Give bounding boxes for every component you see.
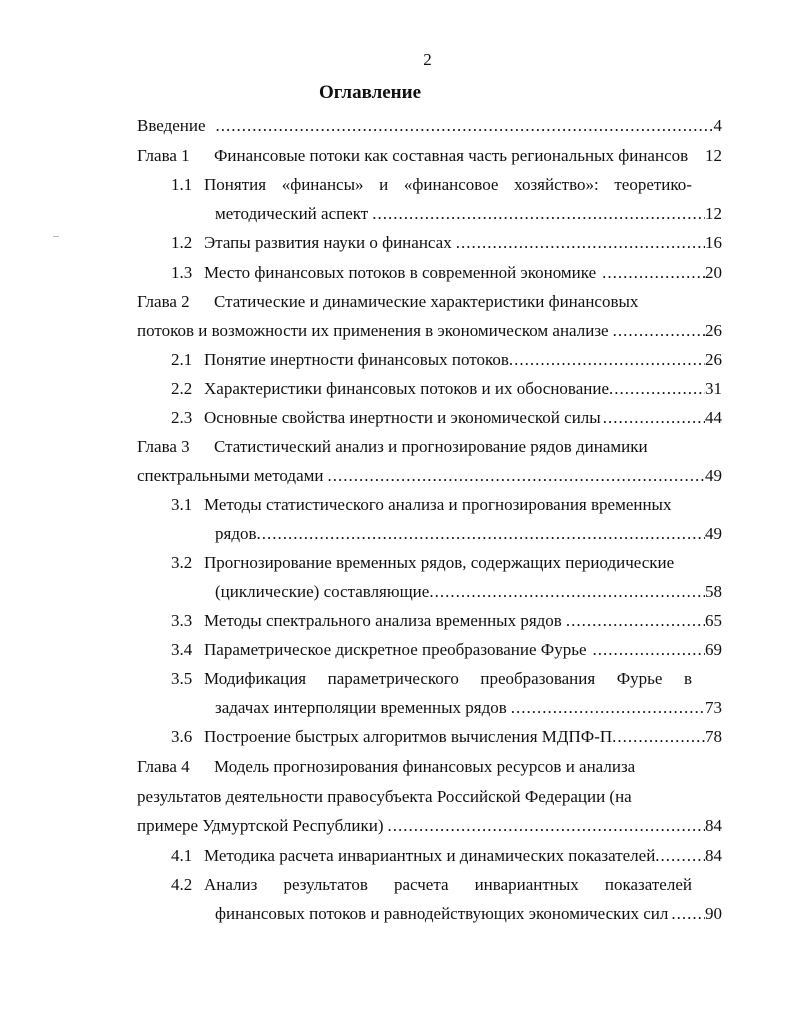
section-number: 3.1 xyxy=(171,495,193,514)
toc-section-3-4[interactable] xyxy=(171,638,722,662)
section-word: расчета xyxy=(393,875,449,894)
toc-section-3-2[interactable] xyxy=(171,551,722,575)
section-number: 1.3 xyxy=(171,263,193,282)
toc-page-number: 26 xyxy=(705,350,722,369)
toc-section-2-3[interactable] xyxy=(171,406,722,430)
page-number: 2 xyxy=(423,50,432,69)
dot-leader xyxy=(613,319,705,343)
toc-section-3-1-cont[interactable] xyxy=(215,522,722,546)
section-word: хозяйство»: xyxy=(514,175,599,194)
section-word: результатов xyxy=(283,875,368,894)
chapter-title: примере Удмуртской Республики) xyxy=(137,816,384,835)
scan-artifact xyxy=(53,236,59,237)
section-number: 4.2 xyxy=(171,875,193,894)
section-number: 2.2 xyxy=(171,379,193,398)
section-number: 3.5 xyxy=(171,669,193,688)
chapter-title: спектральными методами xyxy=(137,466,324,485)
section-word: показателей xyxy=(604,875,692,894)
dot-leader xyxy=(429,580,705,604)
dot-leader xyxy=(509,348,705,372)
toc-entry-intro[interactable] xyxy=(137,114,722,138)
section-title: Методы статистического анализа и прогнозирования временных xyxy=(204,495,672,514)
toc-section-3-5-cont[interactable] xyxy=(215,696,722,720)
toc-entry-label: Введение xyxy=(137,116,206,135)
toc-chapter-2-cont[interactable] xyxy=(137,319,722,343)
toc-page-number: 58 xyxy=(705,582,722,601)
dot-leader xyxy=(372,202,705,226)
toc-page-number: 26 xyxy=(705,321,722,340)
chapter-title: Статические и динамические характеристики финансовых xyxy=(214,292,639,311)
toc-chapter-1[interactable] xyxy=(137,144,722,168)
toc-page-number: 16 xyxy=(705,233,722,252)
dot-leader xyxy=(612,725,705,749)
toc-page-number: 84 xyxy=(705,816,722,835)
toc-section-1-1[interactable] xyxy=(171,173,722,197)
toc-section-4-2-cont[interactable] xyxy=(215,902,722,926)
chapter-title: потоков и возможности их применения в экономическом анализе xyxy=(137,321,609,340)
toc-page-number: 4 xyxy=(713,116,722,135)
toc-section-3-1[interactable] xyxy=(171,493,722,517)
section-title: финансовых потоков и равнодействующих экономических сил xyxy=(215,904,669,923)
toc-page-number: 73 xyxy=(705,698,722,717)
section-word: Анализ xyxy=(204,875,258,894)
section-title: Методика расчета инвариантных и динамических показателей xyxy=(204,846,656,865)
chapter-title: Финансовые потоки как составная часть региональных финансов xyxy=(214,146,689,165)
section-word: теоретико- xyxy=(614,175,692,194)
toc-page-number: 12 xyxy=(705,204,722,223)
section-number: 3.6 xyxy=(171,727,193,746)
toc-section-4-1[interactable] xyxy=(171,844,722,868)
chapter-title: результатов деятельности правосубъекта Российской Федерации (на xyxy=(137,787,632,806)
section-word: Понятия xyxy=(204,175,267,194)
dot-leader xyxy=(257,522,706,546)
section-title: Прогнозирование временных рядов, содержащих периодические xyxy=(204,553,675,572)
section-title: (циклические) составляющие xyxy=(215,582,430,601)
page-title: Оглавление xyxy=(318,82,422,103)
toc-chapter-2[interactable] xyxy=(137,290,722,314)
toc-chapter-3[interactable] xyxy=(137,435,722,459)
dot-leader xyxy=(671,902,705,926)
section-number: 1.2 xyxy=(171,233,193,252)
toc-chapter-4-cont[interactable] xyxy=(137,785,722,809)
toc-section-4-2[interactable] xyxy=(171,873,722,897)
chapter-label: Глава 3 xyxy=(137,437,190,456)
section-title: Этапы развития науки о финансах xyxy=(204,233,452,252)
section-word: преобразования xyxy=(480,669,596,688)
toc-section-3-5[interactable] xyxy=(171,667,722,691)
section-number: 3.4 xyxy=(171,640,193,659)
toc-page-number: 49 xyxy=(705,524,722,543)
toc-page-number: 31 xyxy=(705,379,722,398)
section-number: 2.1 xyxy=(171,350,193,369)
section-number: 3.3 xyxy=(171,611,193,630)
section-title: задачах интерполяции временных рядов xyxy=(215,698,507,717)
chapter-title: Модель прогнозирования финансовых ресурсов и анализа xyxy=(214,757,636,776)
dot-leader xyxy=(511,696,705,720)
toc-page-number: 69 xyxy=(705,640,722,659)
section-number: 3.2 xyxy=(171,553,193,572)
dot-leader xyxy=(609,377,705,401)
toc-chapter-4[interactable] xyxy=(137,755,722,779)
section-word: и xyxy=(379,175,389,194)
toc-section-3-2-cont[interactable] xyxy=(215,580,722,604)
toc-section-1-1-cont[interactable] xyxy=(215,202,722,226)
toc-chapter-4-cont2[interactable] xyxy=(137,814,722,838)
section-word: Модификация xyxy=(204,669,307,688)
chapter-label: Глава 2 xyxy=(137,292,190,311)
dot-leader xyxy=(216,114,714,138)
section-word: «финансы» xyxy=(281,175,364,194)
toc-page-number: 44 xyxy=(705,408,722,427)
section-title: рядов xyxy=(215,524,257,543)
dot-leader xyxy=(602,261,705,285)
dot-leader xyxy=(456,231,705,255)
toc-page-number: 90 xyxy=(705,904,722,923)
section-number: 4.1 xyxy=(171,846,193,865)
dot-leader xyxy=(603,406,705,430)
toc-page-number: 65 xyxy=(705,611,722,630)
section-number: 2.3 xyxy=(171,408,193,427)
toc-section-1-2[interactable] xyxy=(171,231,722,255)
toc-section-2-2[interactable] xyxy=(171,377,722,401)
toc-page-number: 20 xyxy=(705,263,722,282)
dot-leader xyxy=(328,464,706,488)
chapter-label: Глава 4 xyxy=(137,757,190,776)
section-title: Построение быстрых алгоритмов вычисления МДПФ-П xyxy=(204,727,613,746)
section-word: параметрического xyxy=(327,669,459,688)
toc-page-number: 49 xyxy=(705,466,722,485)
toc-section-3-6[interactable] xyxy=(171,725,722,749)
chapter-title: Статистический анализ и прогнозирование рядов динамики xyxy=(214,437,648,456)
toc-page-number: 78 xyxy=(705,727,722,746)
dot-leader xyxy=(388,814,706,838)
section-title: Понятие инертности финансовых потоков xyxy=(204,350,509,369)
toc-section-2-1[interactable] xyxy=(171,348,722,372)
toc-chapter-3-cont[interactable] xyxy=(137,464,722,488)
section-title: Методы спектрального анализа временных рядов xyxy=(204,611,562,630)
section-title: Основные свойства инертности и экономической силы xyxy=(204,408,601,427)
section-word: «финансовое xyxy=(403,175,499,194)
toc-page-number: 84 xyxy=(705,846,722,865)
dot-leader xyxy=(593,638,705,662)
section-title: методический аспект xyxy=(215,204,369,223)
section-title: Параметрическое дискретное преобразование Фурье xyxy=(204,640,587,659)
section-word: Фурье xyxy=(616,669,663,688)
dot-leader xyxy=(655,844,705,868)
toc-page-number: 12 xyxy=(705,146,722,165)
dot-leader xyxy=(566,609,705,633)
section-word: инвариантных xyxy=(474,875,579,894)
section-title: Место финансовых потоков в современной экономике xyxy=(204,263,597,282)
section-number: 1.1 xyxy=(171,175,193,194)
toc-section-1-3[interactable] xyxy=(171,261,722,285)
chapter-label: Глава 1 xyxy=(137,146,190,165)
section-word: в xyxy=(683,669,692,688)
toc-section-3-3[interactable] xyxy=(171,609,722,633)
section-title: Характеристики финансовых потоков и их обоснование xyxy=(204,379,610,398)
